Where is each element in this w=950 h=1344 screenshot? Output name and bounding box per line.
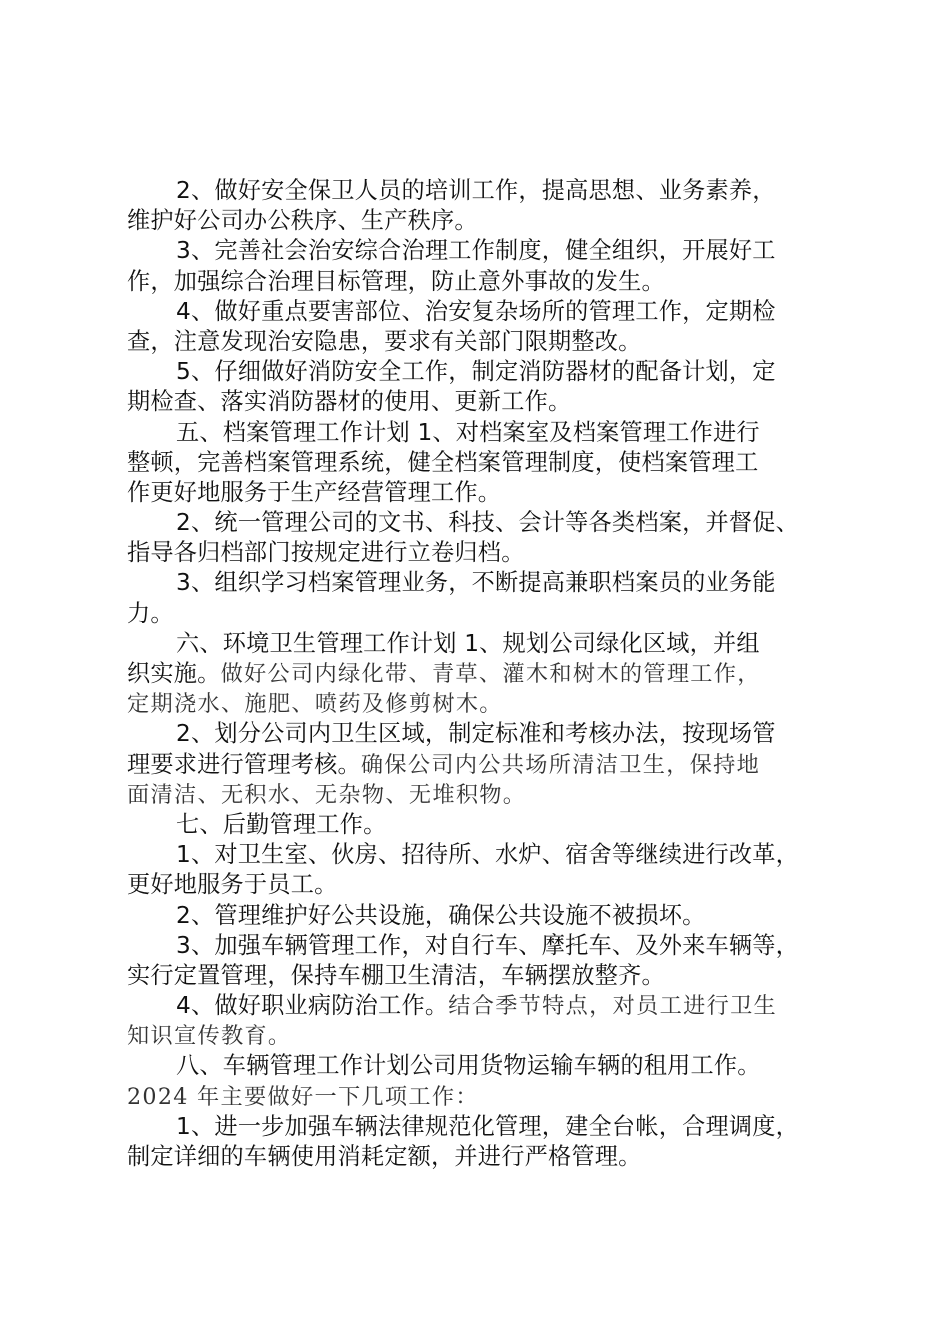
text-line xyxy=(127,176,837,206)
text-segment-light: 面清洁、无积水、无杂物、无堆积物。 xyxy=(127,781,527,808)
text-segment: 五、档案管理工作计划 1、对档案室及档案管理工作进行 xyxy=(176,418,760,446)
text-segment: 作，加强综合治理目标管理，防止意外事故的发生。 xyxy=(127,267,665,295)
text-line xyxy=(127,1082,837,1112)
text-segment: 更好地服务于员工。 xyxy=(127,871,338,899)
text-line xyxy=(127,267,837,297)
text-segment: 4、做好重点要害部位、治安复杂场所的管理工作，定期检 xyxy=(176,297,776,325)
text-line xyxy=(127,568,837,598)
text-line xyxy=(127,478,837,508)
text-line xyxy=(127,901,837,931)
text-line xyxy=(127,327,837,357)
text-line xyxy=(127,236,837,266)
text-segment: 2、做好安全保卫人员的培训工作，提高思想、业务素养， xyxy=(176,177,776,204)
text-line xyxy=(127,206,837,236)
text-segment: 4、做好职业病防治工作。 xyxy=(176,992,449,1020)
text-segment: 1、对卫生室、伙房、招待所、水炉、宿舍等继续进行改革， xyxy=(176,841,800,869)
text-line xyxy=(127,689,837,719)
text-line xyxy=(127,1142,837,1172)
text-line xyxy=(127,961,837,991)
text-line xyxy=(127,599,837,629)
text-segment: 5、仔细做好消防安全工作，制定消防器材的配备计划，定 xyxy=(176,358,776,386)
text-segment: 3、完善社会治安综合治理工作制度，健全组织，开展好工 xyxy=(176,237,776,265)
text-line xyxy=(127,297,837,327)
text-segment: 理要求进行管理考核。 xyxy=(127,750,361,778)
text-segment-light: 知识宣传教育。 xyxy=(127,1023,292,1050)
text-segment: 2、统一管理公司的文书、科技、会计等各类档案，并督促、 xyxy=(176,509,800,537)
text-line xyxy=(127,840,837,870)
text-segment-light: 确保公司内公共场所清洁卫生，保持地 xyxy=(360,751,761,778)
text-line xyxy=(127,750,837,780)
text-segment: 制定详细的车辆使用消耗定额，并进行严格管理。 xyxy=(127,1143,642,1170)
text-line xyxy=(127,659,837,689)
text-segment: 维护好公司办公秩序、生产秩序。 xyxy=(127,207,478,235)
text-line xyxy=(127,418,837,448)
text-line xyxy=(127,629,837,659)
text-line xyxy=(127,448,837,478)
text-line xyxy=(127,387,837,417)
text-segment-light: 结合季节特点，对员工进行卫生 xyxy=(448,993,778,1020)
text-segment: 七、后勤管理工作。 xyxy=(176,810,387,838)
text-line xyxy=(127,991,837,1021)
text-line xyxy=(127,508,837,538)
text-line xyxy=(127,1051,837,1081)
text-segment: 指导各归档部门按规定进行立卷归档。 xyxy=(127,539,525,567)
text-line xyxy=(127,1112,837,1142)
text-segment: 整顿，完善档案管理系统，健全档案管理制度，使档案管理工 xyxy=(127,448,759,476)
text-segment: 期检查、落实消防器材的使用、更新工作。 xyxy=(127,388,572,416)
text-line xyxy=(127,1021,837,1051)
text-segment: 六、环境卫生管理工作计划 1、规划公司绿化区域，并组 xyxy=(176,629,760,657)
text-segment: 实行定置管理，保持车棚卫生清洁，车辆摆放整齐。 xyxy=(127,961,665,989)
text-segment: 1、进一步加强车辆法律规范化管理，建全台帐，合理调度， xyxy=(176,1112,800,1140)
text-segment: 力。 xyxy=(127,599,174,627)
text-line xyxy=(127,357,837,387)
text-segment: 3、组织学习档案管理业务，不断提高兼职档案员的业务能 xyxy=(176,569,776,597)
text-segment: 织实施。 xyxy=(127,660,221,687)
text-segment-light: 做好公司内绿化带、青草、灌木和树木的管理工作， xyxy=(220,661,761,687)
text-segment-light: 2024 年主要做好一下几项工作： xyxy=(127,1083,479,1110)
document-body xyxy=(127,176,837,1172)
text-line xyxy=(127,719,837,749)
text-segment: 八、车辆管理工作计划公司用货物运输车辆的租用工作。 xyxy=(176,1052,761,1080)
text-segment: 2、管理维护好公共设施，确保公共设施不被损坏。 xyxy=(176,901,706,929)
text-line xyxy=(127,931,837,961)
text-segment: 作更好地服务于生产经营管理工作。 xyxy=(127,478,502,506)
text-segment: 2、划分公司内卫生区域，制定标准和考核办法，按现场管 xyxy=(176,720,776,748)
text-segment: 查，注意发现治安隐患，要求有关部门限期整改。 xyxy=(127,327,642,355)
text-line xyxy=(127,870,837,900)
text-line xyxy=(127,810,837,840)
text-line xyxy=(127,538,837,568)
text-segment: 3、加强车辆管理工作，对自行车、摩托车、及外来车辆等， xyxy=(176,931,800,959)
text-line xyxy=(127,780,837,810)
text-segment-light: 定期浇水、施肥、喷药及修剪树木。 xyxy=(127,691,503,718)
